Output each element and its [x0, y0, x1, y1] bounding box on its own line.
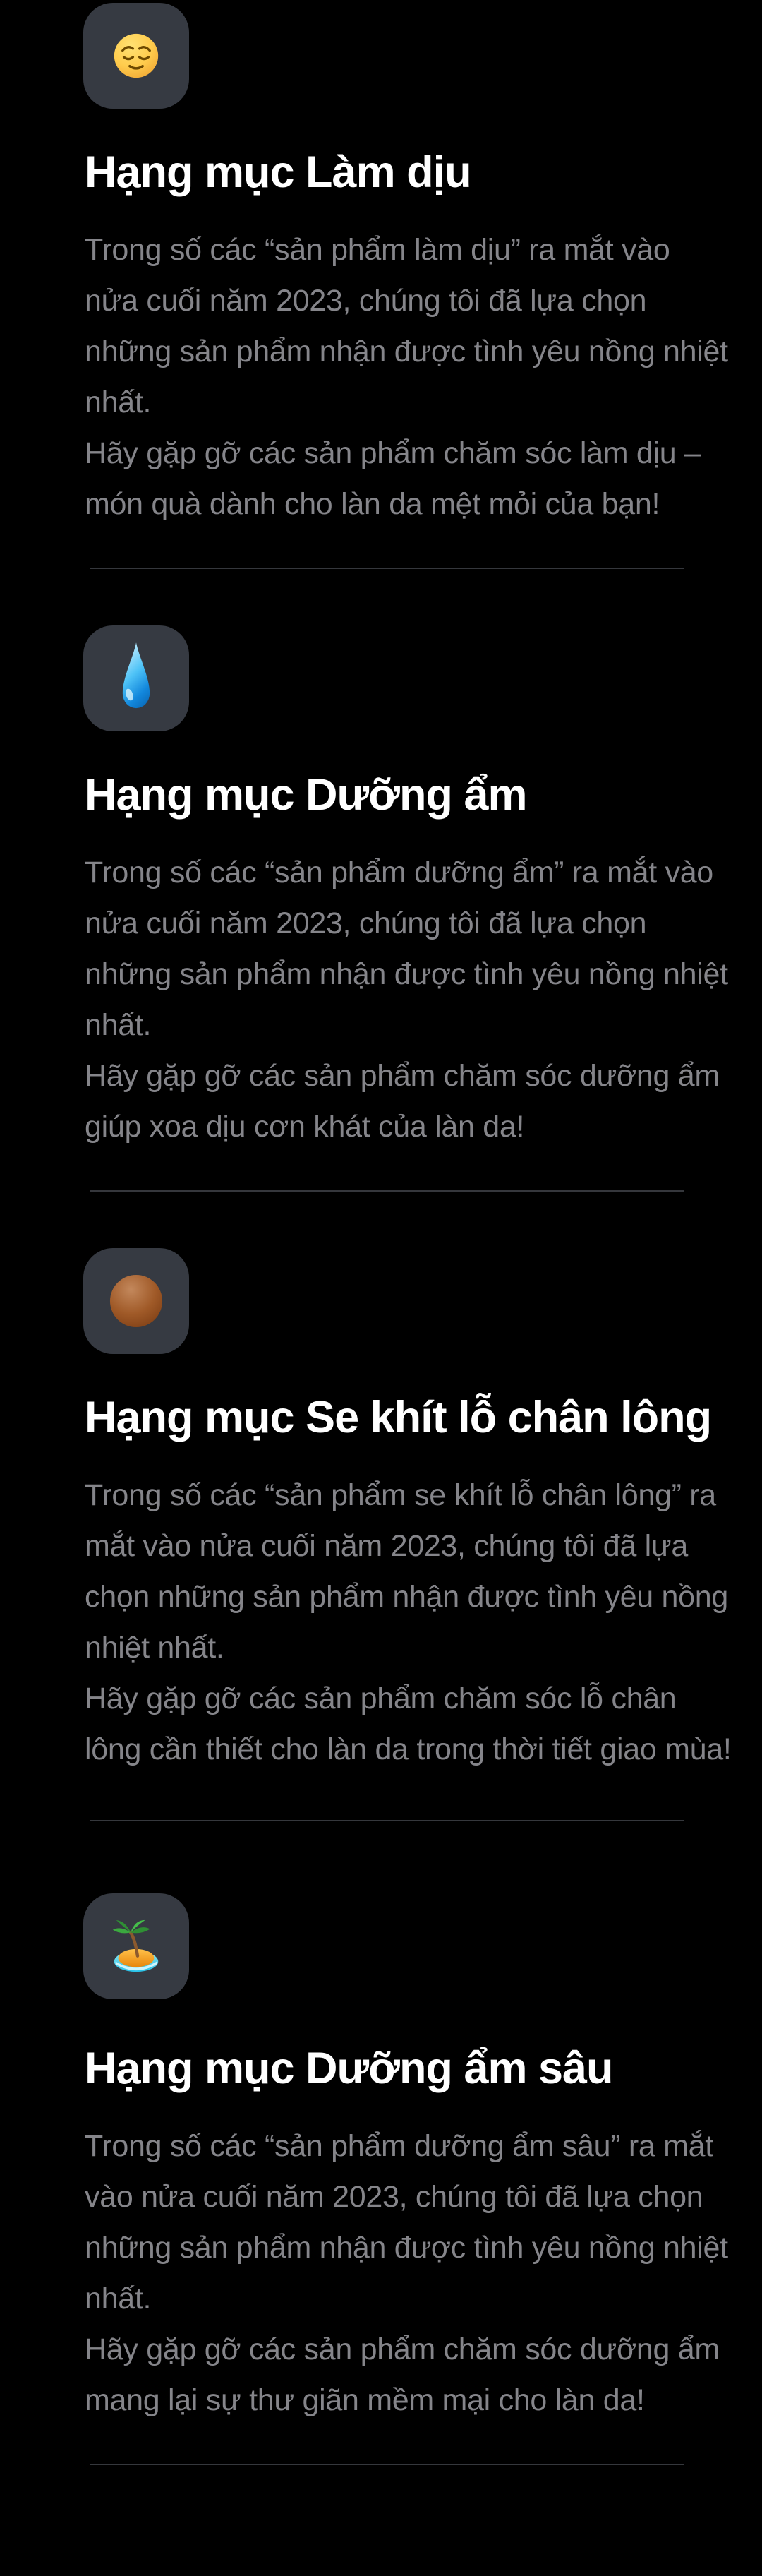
section-divider	[90, 1190, 684, 1192]
category-emoji-tile	[83, 625, 189, 731]
category-section-lam-diu	[0, 3, 762, 569]
description-line: nửa cuối năm 2023, chúng tôi đã lựa chọn	[85, 284, 647, 318]
description-line: lông cần thiết cho làn da trong thời tiết giao mùa!	[85, 1732, 732, 1766]
description-line: nhiệt nhất.	[85, 1631, 224, 1665]
brown-circle-icon	[109, 1274, 164, 1329]
description-line: Trong số các “sản phẩm làm dịu” ra mắt vào	[85, 233, 670, 267]
description-line: Hãy gặp gỡ các sản phẩm chăm sóc làm dịu –	[85, 436, 701, 470]
category-emoji-tile	[83, 1893, 189, 1999]
description-line: nhất.	[85, 385, 152, 419]
description-line: Trong số các “sản phẩm dưỡng ẩm sâu” ra mắt	[85, 2129, 713, 2163]
description-line: những sản phẩm nhận được tình yêu nồng nhiệt	[85, 957, 728, 991]
description-line: Hãy gặp gỡ các sản phẩm chăm sóc dưỡng ẩm	[85, 1059, 720, 1093]
description-line: Hãy gặp gỡ các sản phẩm chăm sóc lỗ chân	[85, 1682, 677, 1715]
category-description	[85, 2121, 762, 2426]
description-line: những sản phẩm nhận được tình yêu nồng nhiệt	[85, 2231, 728, 2265]
category-title: Hạng mục Dưỡng ẩm sâu	[85, 2044, 613, 2093]
description-line: mắt vào nửa cuối năm 2023, chúng tôi đã lựa	[85, 1529, 689, 1563]
category-emoji-tile	[83, 1248, 189, 1354]
category-description	[85, 1470, 762, 1775]
section-divider	[90, 568, 684, 569]
description-line: chọn những sản phẩm nhận được tình yêu nồng	[85, 1580, 729, 1614]
relieved-face-icon	[113, 32, 159, 79]
description-line: Hãy gặp gỡ các sản phẩm chăm sóc dưỡng ẩm	[85, 2332, 720, 2366]
category-section-duong-am-sau	[0, 1893, 762, 2465]
section-divider	[90, 2464, 684, 2465]
description-line: Trong số các “sản phẩm dưỡng ẩm” ra mắt vào	[85, 856, 713, 889]
category-section-se-khit-lo-chan-long	[0, 1248, 762, 1821]
category-title: Hạng mục Dưỡng ẩm	[85, 770, 527, 820]
description-line: nhất.	[85, 2282, 152, 2316]
desert-island-icon	[107, 1917, 165, 1975]
category-emoji-tile	[83, 3, 189, 109]
description-line: giúp xoa dịu cơn khát của làn da!	[85, 1110, 525, 1144]
description-line: những sản phẩm nhận được tình yêu nồng nhiệt	[85, 335, 728, 369]
description-line: nhất.	[85, 1008, 152, 1042]
description-line: vào nửa cuối năm 2023, chúng tôi đã lựa chọn	[85, 2180, 703, 2214]
description-line: món quà dành cho làn da mệt mỏi của bạn!	[85, 487, 660, 521]
category-title: Hạng mục Se khít lỗ chân lông	[85, 1393, 712, 1442]
description-line: nửa cuối năm 2023, chúng tôi đã lựa chọn	[85, 906, 647, 940]
description-line: Trong số các “sản phẩm se khít lỗ chân lông” ra	[85, 1478, 716, 1512]
description-line: mang lại sự thư giãn mềm mại cho làn da!	[85, 2383, 645, 2417]
category-description	[85, 847, 762, 1152]
category-section-duong-am	[0, 625, 762, 1192]
section-divider	[90, 1820, 684, 1821]
category-description	[85, 224, 762, 529]
droplet-icon	[120, 639, 152, 718]
category-title: Hạng mục Làm dịu	[85, 148, 471, 197]
